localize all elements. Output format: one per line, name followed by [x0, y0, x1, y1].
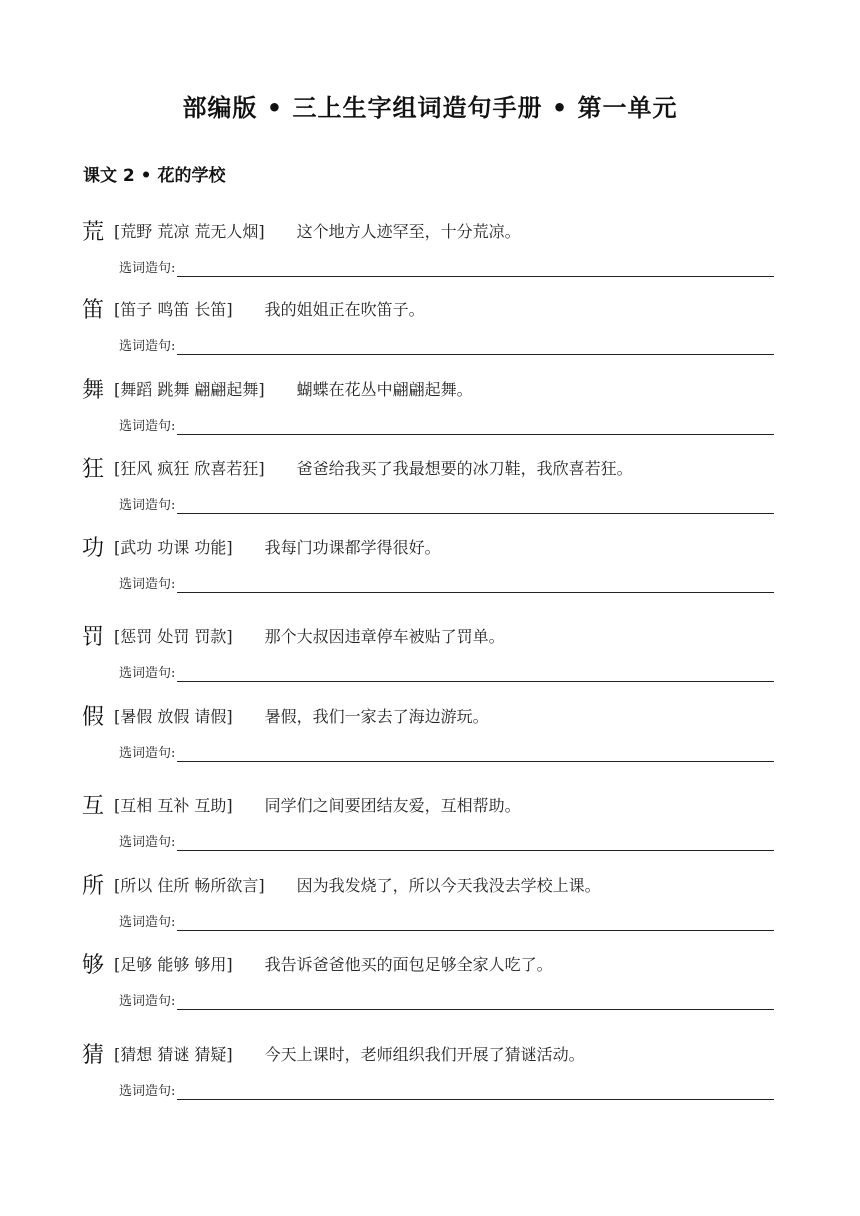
example-sentence: 我的姐姐正在吹笛子。: [264, 299, 425, 319]
example-sentence: 暑假，我们一家去了海边游玩。: [264, 706, 489, 726]
entry: [0, 700, 860, 780]
practice-blank-line[interactable]: [177, 572, 774, 593]
practice-blank-line[interactable]: [177, 910, 774, 931]
character: 荒: [82, 219, 105, 245]
example-sentence: 今天上课时，老师组织我们开展了猜谜活动。: [264, 1044, 585, 1064]
practice-label: 选词造句:: [119, 261, 176, 276]
example-sentence: 因为我发烧了，所以今天我没去学校上课。: [296, 875, 601, 895]
entry: [0, 373, 860, 453]
entry: [0, 1038, 860, 1118]
example-sentence: 蝴蝶在花丛中翩翩起舞。: [296, 379, 473, 399]
practice-label: 选词造句:: [119, 666, 176, 681]
practice-label: 选词造句:: [119, 1084, 176, 1099]
word-group: [笛子 鸣笛 长笛]: [114, 299, 233, 319]
lesson-heading: 课文 2 • 花的学校: [83, 166, 226, 186]
practice-label: 选词造句:: [119, 577, 176, 592]
word-group: [足够 能够 够用]: [114, 954, 233, 974]
word-group: [猜想 猜谜 猜疑]: [114, 1044, 233, 1064]
word-group: [舞蹈 跳舞 翩翩起舞]: [114, 379, 265, 399]
practice-blank-line[interactable]: [177, 1079, 774, 1100]
example-sentence: 我告诉爸爸他买的面包足够全家人吃了。: [264, 954, 553, 974]
word-group: [惩罚 处罚 罚款]: [114, 626, 233, 646]
practice-label: 选词造句:: [119, 835, 176, 850]
character: 互: [82, 793, 105, 819]
character: 狂: [82, 456, 105, 482]
character: 猜: [82, 1042, 105, 1068]
word-group: [武功 功课 功能]: [114, 537, 233, 557]
entry: [0, 452, 860, 532]
character: 舞: [82, 377, 105, 403]
practice-blank-line[interactable]: [177, 493, 774, 514]
word-group: [狂风 疯狂 欣喜若狂]: [114, 458, 265, 478]
practice-blank-line[interactable]: [177, 989, 774, 1010]
practice-blank-line[interactable]: [177, 414, 774, 435]
entry: [0, 531, 860, 611]
practice-label: 选词造句:: [119, 746, 176, 761]
entry: [0, 293, 860, 373]
word-group: [所以 住所 畅所欲言]: [114, 875, 265, 895]
practice-blank-line[interactable]: [177, 830, 774, 851]
example-sentence: 同学们之间要团结友爱，互相帮助。: [264, 795, 521, 815]
practice-blank-line[interactable]: [177, 661, 774, 682]
practice-blank-line[interactable]: [177, 334, 774, 355]
practice-blank-line[interactable]: [177, 256, 774, 277]
example-sentence: 我每门功课都学得很好。: [264, 537, 441, 557]
entry: [0, 620, 860, 700]
practice-blank-line[interactable]: [177, 741, 774, 762]
example-sentence: 这个地方人迹罕至，十分荒凉。: [296, 221, 521, 241]
page-title: 部编版 • 三上生字组词造句手册 • 第一单元: [182, 94, 678, 122]
character: 假: [82, 704, 105, 730]
word-group: [荒野 荒凉 荒无人烟]: [114, 221, 265, 241]
practice-label: 选词造句:: [119, 339, 176, 354]
character: 罚: [82, 624, 105, 650]
character: 笛: [82, 297, 105, 323]
word-group: [互相 互补 互助]: [114, 795, 233, 815]
entry: [0, 789, 860, 869]
practice-label: 选词造句:: [119, 498, 176, 513]
character: 够: [82, 952, 105, 978]
character: 所: [82, 873, 105, 899]
entry: [0, 215, 860, 295]
practice-label: 选词造句:: [119, 994, 176, 1009]
practice-label: 选词造句:: [119, 419, 176, 434]
example-sentence: 那个大叔因违章停车被贴了罚单。: [264, 626, 505, 646]
character: 功: [82, 535, 105, 561]
example-sentence: 爸爸给我买了我最想要的冰刀鞋，我欣喜若狂。: [296, 458, 633, 478]
entry: [0, 869, 860, 949]
practice-label: 选词造句:: [119, 915, 176, 930]
word-group: [暑假 放假 请假]: [114, 706, 233, 726]
entry: [0, 948, 860, 1028]
